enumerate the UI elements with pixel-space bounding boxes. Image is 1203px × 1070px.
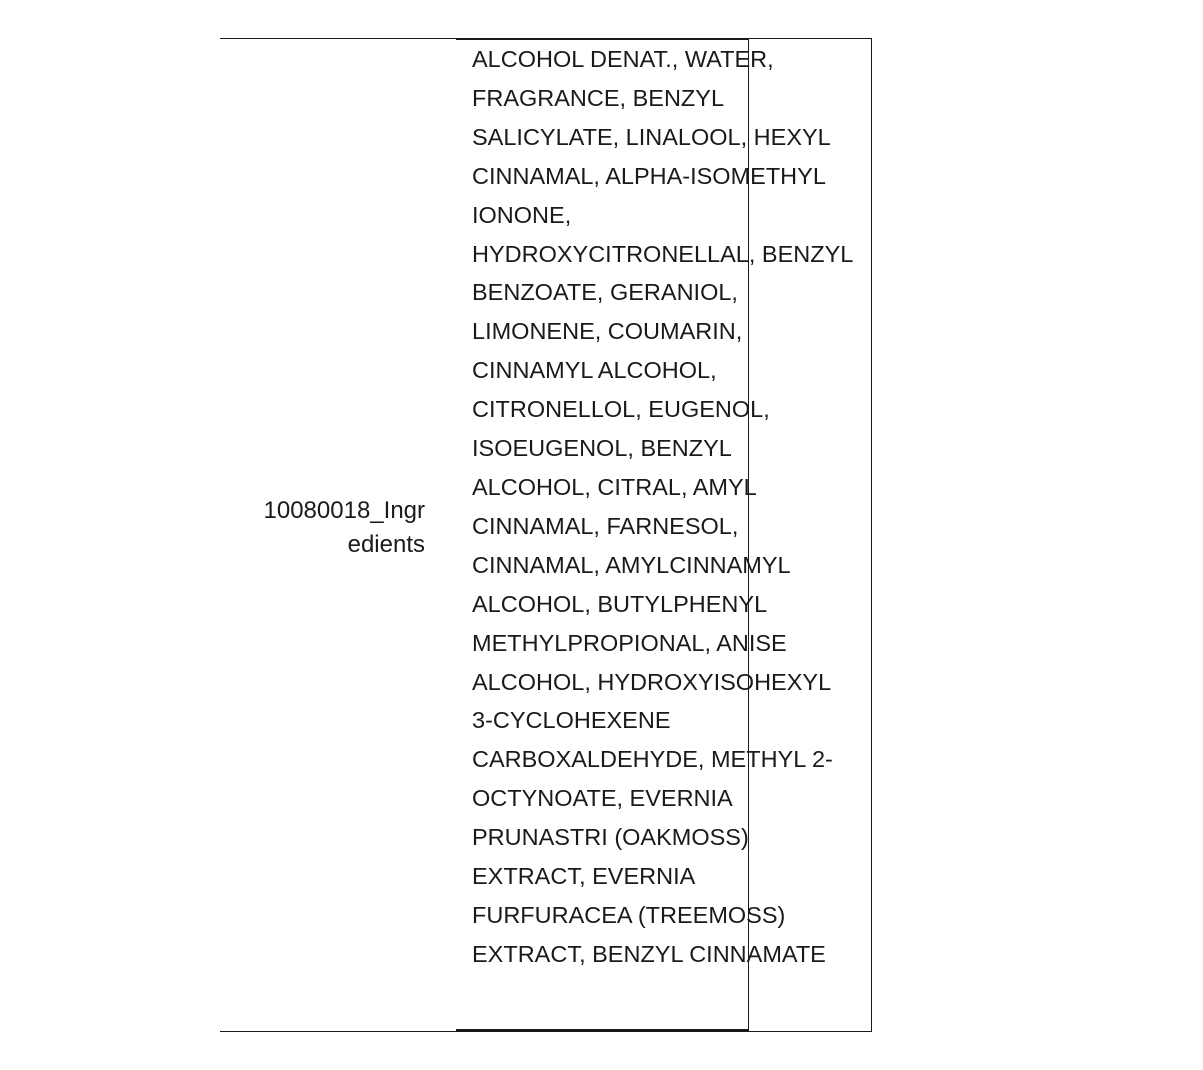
label-line-1: 10080018_Ingr	[263, 497, 425, 524]
ingredients-line: FURFURACEA (TREEMOSS)	[472, 901, 786, 928]
value-cell-bottom-border	[456, 1029, 749, 1032]
ingredients-line: 3-CYCLOHEXENE	[472, 707, 671, 734]
ingredients-line: ALCOHOL, BUTYLPHENYL	[472, 590, 768, 617]
ingredients-line: CINNAMAL, AMYLCINNAMYL	[472, 551, 791, 578]
ingredients-line: CINNAMAL, FARNESOL,	[472, 512, 739, 539]
ingredients-line: LIMONENE, COUMARIN,	[472, 318, 743, 345]
ingredients-line: BENZOATE, GERANIOL,	[472, 279, 738, 306]
ingredients-line: ISOEUGENOL, BENZYL	[472, 435, 732, 462]
ingredients-line: EXTRACT, BENZYL CINNAMATE	[472, 940, 826, 967]
ingredients-line: CINNAMAL, ALPHA-ISOMETHYL	[472, 162, 826, 189]
ingredients-line: ALCOHOL DENAT., WATER,	[472, 46, 774, 72]
label-line-2: edients	[347, 531, 425, 558]
ingredients-line: CINNAMYL ALCOHOL,	[472, 357, 717, 384]
ingredients-line: CARBOXALDEHYDE, METHYL 2-	[472, 746, 833, 773]
ingredients-line: HYDROXYCITRONELLAL, BENZYL	[472, 240, 854, 267]
ingredients-line: OCTYNOATE, EVERNIA	[472, 785, 733, 812]
ingredients-line: SALICYLATE, LINALOOL, HEXYL	[472, 123, 831, 150]
ingredients-line: METHYLPROPIONAL, ANISE	[472, 629, 787, 656]
ingredients-line: FRAGRANCE, BENZYL	[472, 84, 725, 111]
ingredients-cell[interactable]	[472, 40, 862, 974]
ingredients-line: IONONE,	[472, 201, 572, 228]
table-right-border	[871, 38, 872, 1032]
label-cell[interactable]	[220, 38, 425, 1032]
ingredients-line: PRUNASTRI (OAKMOSS)	[472, 824, 749, 851]
ingredients-line: ALCOHOL, HYDROXYISOHEXYL	[472, 668, 832, 695]
label-text	[220, 494, 425, 562]
ingredients-line: ALCOHOL, CITRAL, AMYL	[472, 473, 757, 500]
ingredients-line: CITRONELLOL, EUGENOL,	[472, 396, 770, 423]
ingredients-line: EXTRACT, EVERNIA	[472, 863, 696, 890]
